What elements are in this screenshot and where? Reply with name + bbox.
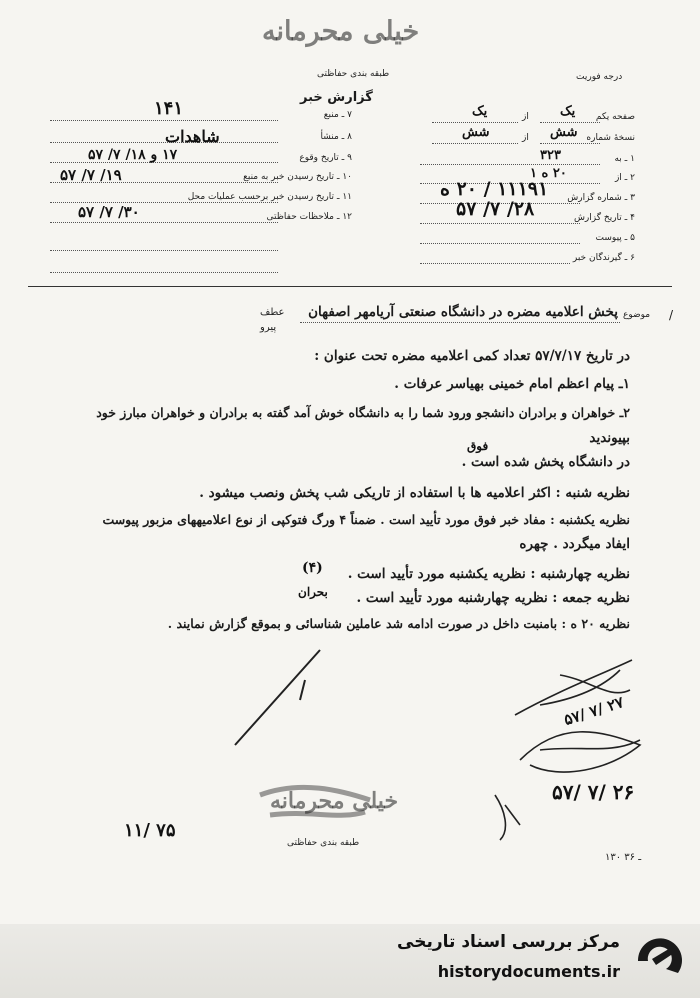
report-date-label: ۴ ـ تاریخ گزارش bbox=[573, 213, 635, 223]
page-prefix: صفحه یکم bbox=[595, 112, 635, 122]
bottom-code: ۱۳۰ ـ ۳۶ bbox=[605, 852, 642, 863]
field-label-security-notes: ۱۲ ـ ملاحظات حفاظتی bbox=[266, 212, 352, 222]
subject-value: پخش اعلامیه مضره در دانشگاه صنعتی آریامهر اصفهان bbox=[308, 304, 618, 320]
atf-label: عطف bbox=[260, 307, 285, 318]
signature-date-2: ۵۷/ ۷/ ۲۶ bbox=[552, 780, 635, 804]
classification-note-bottom: طبقه بندی حفاظتی bbox=[287, 838, 360, 848]
field-label-origin: ۸ ـ منشأ bbox=[320, 132, 352, 142]
body-line-9: نظریه چهارشنبه : نظریه یکشنبه مورد تأیید است . bbox=[347, 566, 630, 582]
archive-name: مرکز بررسی اسناد تاریخی bbox=[397, 932, 620, 952]
copy-tail: شش bbox=[462, 125, 490, 140]
body-line-7: نظریه یکشنبه : مفاد خبر فوق مورد تأیید است . ضمناً ۴ ورگ فتوکپی از نوع اعلامیههای مزبور پیوست bbox=[102, 512, 630, 527]
report-number-label: ۳ ـ شماره گزارش bbox=[567, 193, 635, 203]
body-line-11: نظریه ۲۰ ه : بامنبت داخل در صورت ادامه شد عاملین شناسائی و بموقع گزارش نمایند . bbox=[167, 616, 630, 631]
margin-mark: / bbox=[669, 308, 674, 322]
body-note-10: بحران bbox=[298, 585, 328, 599]
archive-logo-icon bbox=[630, 933, 686, 989]
copy-prefix: نسخهٔ شماره bbox=[586, 133, 635, 143]
classification-note-top: طبقه بندی حفاظتی bbox=[317, 69, 390, 79]
classification-stamp-top: خیلی محرمانه bbox=[262, 16, 420, 47]
body-note-9: (۴) bbox=[302, 560, 323, 576]
report-title: گزارش خبر bbox=[300, 90, 373, 105]
field-label-received-by-source: ۱۰ ـ تاریخ رسیدن خبر به منبع bbox=[243, 172, 352, 182]
body-insert-above: فوق bbox=[467, 439, 489, 453]
pen-stroke-left bbox=[235, 650, 320, 745]
field-label-source: ۷ ـ منبع bbox=[323, 110, 352, 120]
archive-url[interactable]: historydocuments.ir bbox=[437, 962, 620, 981]
urgency-label: درجه فوریت bbox=[576, 72, 623, 82]
archive-logo-band bbox=[0, 924, 700, 998]
recipients-label: ۶ ـ گیرندگان خبر bbox=[572, 253, 635, 263]
classification-stamp-bottom: خیلی محرمانه bbox=[270, 788, 399, 814]
body-line-5: در دانشگاه پخش شده است . bbox=[461, 454, 630, 470]
header-divider bbox=[28, 286, 672, 287]
field-value-received-by-source: ۱۹/ ۷/ ۵۷ bbox=[60, 166, 122, 184]
to-value: ۳۲۳ bbox=[540, 148, 561, 163]
body-line-8: ایفاد میگردد . چهره bbox=[519, 536, 630, 552]
body-line-6: نظریه شنبه : اکثر اعلامیه ها با استفاده از تاریکی شب پخش ونصب میشود . bbox=[199, 485, 630, 501]
page-value: یک bbox=[560, 104, 576, 119]
field-value-source: ۱۴۱ bbox=[154, 98, 184, 119]
body-line-1: در تاریخ ۵۷/۷/۱۷ تعداد کمی اعلامیه مضره تحت عنوان : bbox=[314, 348, 630, 364]
copy-mid: از bbox=[522, 133, 529, 143]
report-number-value: ۱۱۱۹۱ / ۲۰ ه bbox=[440, 178, 549, 200]
from-value: ۲۰ ه ۱ bbox=[530, 166, 567, 181]
field-value-security-notes: ۳۰/ ۷/ ۵۷ bbox=[78, 203, 140, 221]
report-date-value: ۲۸/ ۷/ ۵۷ bbox=[456, 198, 535, 220]
body-line-2: ۱ـ پیام اعظم امام خمینی بهیاسر عرفات . bbox=[394, 376, 630, 392]
page-tail: یک bbox=[472, 104, 488, 119]
from-label: ۲ ـ از bbox=[614, 173, 635, 183]
subject-label: موضوع bbox=[623, 310, 651, 320]
field-value-origin: شاهدات bbox=[165, 127, 220, 146]
field-label-received-by-ops: ۱۱ ـ تاریخ رسیدن خبر برحسب عملیات محل bbox=[187, 192, 352, 202]
field-value-occurrence-date: ۱۷ و ۱۸/ ۷/ ۵۷ bbox=[88, 147, 178, 163]
attachment-label: ۵ ـ پیوست bbox=[595, 233, 635, 243]
peyro-label: پیرو bbox=[260, 322, 277, 333]
body-line-4: بپیوندید bbox=[589, 430, 630, 446]
to-label: ۱ ـ به bbox=[614, 154, 635, 164]
field-label-occurrence-date: ۹ ـ تاریخ وقوع bbox=[299, 153, 352, 163]
signature-2 bbox=[520, 732, 640, 772]
bottom-number-left: ۱۱/ ۷۵ bbox=[124, 820, 176, 841]
body-line-3: ۲ـ خواهران و برادران دانشجو ورود شما را به دانشگاه خوش آمد گفته به برادران و خواهران مبارز خود bbox=[96, 405, 630, 420]
signature-date-1: ۵۷/ ۷/ ۲۷ bbox=[561, 692, 626, 730]
copy-value: شش bbox=[550, 125, 578, 140]
page-mid: از bbox=[522, 112, 529, 122]
body-line-10: نظریه جمعه : نظریه چهارشنبه مورد تأیید است . bbox=[356, 590, 630, 606]
signature-3 bbox=[495, 795, 520, 840]
